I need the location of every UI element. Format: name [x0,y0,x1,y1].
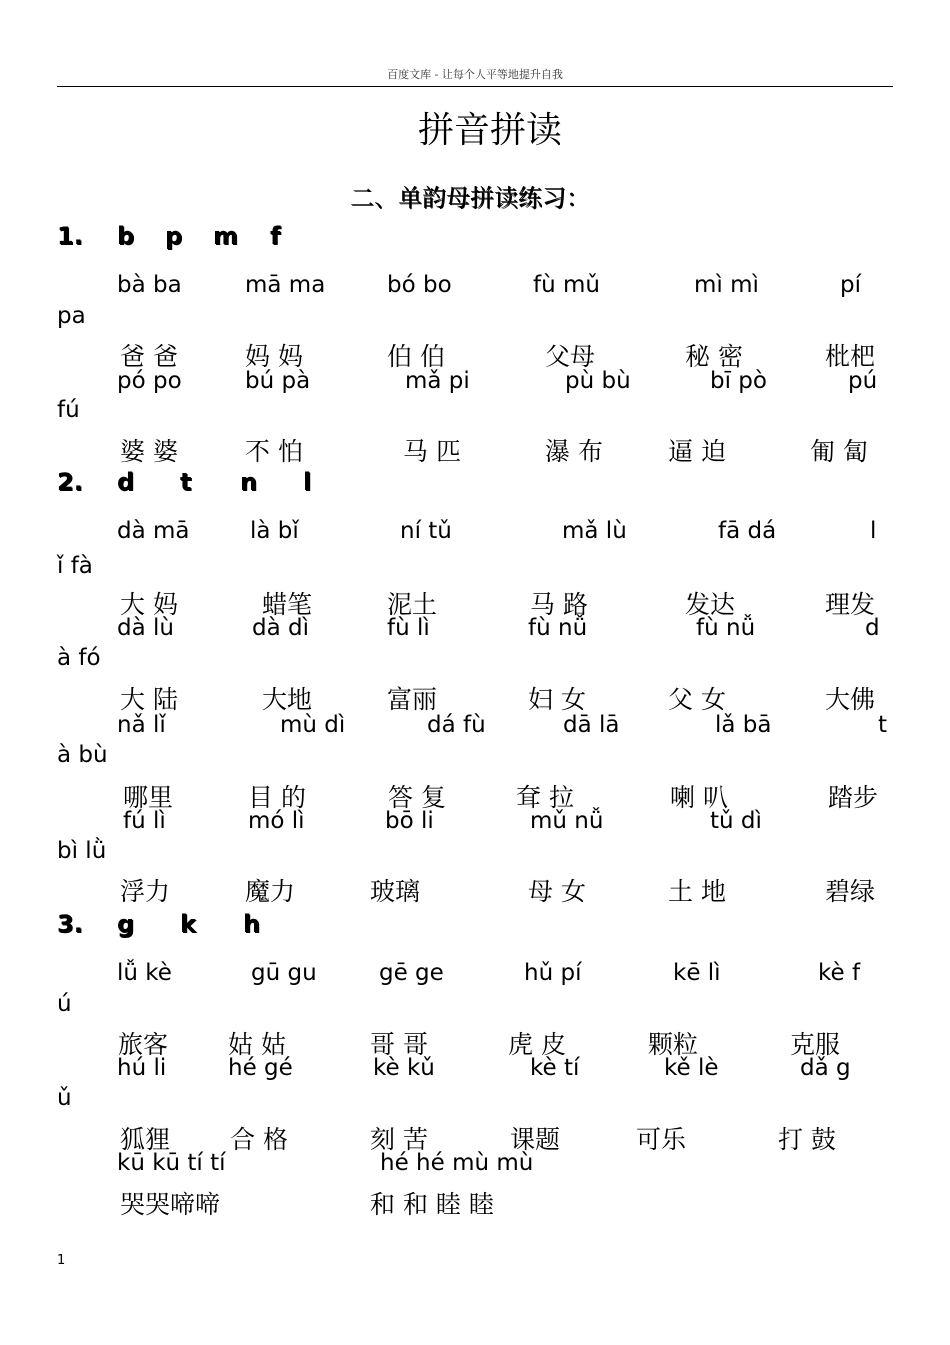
pinyin-word: tǔ dì [710,808,762,834]
hanzi-word: 哭哭啼啼 [120,1190,221,1219]
hanzi-word: 旅客 [118,1030,169,1059]
page-title: 拼音拼读 [417,110,562,151]
hanzi-word: 答 复 [388,783,446,812]
hanzi-word: 虎 皮 [508,1030,566,1059]
pinyin-wrap: ú [57,991,72,1017]
hanzi-word: 颗粒 [648,1030,699,1059]
section-letter: m [213,222,239,250]
hanzi-word: 打 鼓 [778,1125,836,1154]
hanzi-word: 大地 [262,685,313,714]
pinyin-word: pú [848,368,878,394]
page-header-text: 百度文库 - 让每个人平等地提升自我 [387,68,563,81]
section-number: 1. [57,222,83,250]
hanzi-word: 马 路 [530,590,588,619]
hanzi-word: 逼 迫 [668,437,726,466]
pinyin-word: fā dá [718,518,777,544]
hanzi-word: 匍 匐 [810,437,868,466]
pinyin-word: gē ge [379,960,444,986]
header-divider [57,86,893,87]
hanzi-word: 合 格 [230,1125,288,1154]
hanzi-word: 母 女 [528,877,586,906]
pinyin-word: pí [840,272,861,298]
section-letter: l [303,468,312,496]
pinyin-word: fù nǚ [696,615,756,641]
pinyin-word: l [870,518,877,544]
hanzi-word: 玻璃 [370,877,421,906]
hanzi-word: 发达 [685,590,736,619]
pinyin-word: lǚ kè [117,960,172,986]
hanzi-word: 伯 伯 [387,342,445,371]
pinyin-word: nǎ lǐ [117,712,166,738]
pinyin-word: kě lè [664,1055,719,1081]
section-letter: g [117,910,135,938]
pinyin-word: t [878,712,888,738]
pinyin-word: lǎ bā [715,712,772,738]
hanzi-word: 课题 [510,1125,561,1154]
pinyin-word: là bǐ [250,518,299,544]
hanzi-word: 土 地 [668,877,726,906]
pinyin-word: bō li [385,808,434,834]
section-letter: d [117,468,135,496]
section-letter: t [180,468,192,496]
pinyin-wrap: bì lǜ [57,838,107,864]
pinyin-wrap: ǐ fà [57,553,93,579]
section-letter: p [165,222,183,250]
hanzi-word: 魔力 [245,877,296,906]
pinyin-word: mā ma [245,272,326,298]
hanzi-word: 父 女 [668,685,726,714]
section-letter: f [270,222,281,250]
hanzi-word: 和 和 睦 睦 [370,1190,494,1219]
hanzi-word: 踏步 [828,783,879,812]
pinyin-word: hǔ pí [524,960,582,986]
hanzi-word: 姑 姑 [228,1030,286,1059]
pinyin-word: dà lù [117,615,174,641]
hanzi-word: 克服 [790,1030,841,1059]
hanzi-word: 马 匹 [403,437,461,466]
pinyin-word: kū kū tí tí [117,1150,226,1176]
hanzi-word: 婆 婆 [120,437,178,466]
hanzi-word: 刻 苦 [370,1125,428,1154]
pinyin-word: mì mì [694,272,759,298]
section-number: 3. [57,910,83,938]
pinyin-word: pù bù [565,368,631,394]
hanzi-word: 爸 爸 [120,342,178,371]
pinyin-word: fù nǚ [528,615,588,641]
pinyin-word: mǔ nǚ [530,808,604,834]
hanzi-word: 哥 哥 [370,1030,428,1059]
hanzi-word: 父母 [545,342,596,371]
pinyin-word: dá fù [427,712,486,738]
section-number: 2. [57,468,83,496]
page-subtitle: 二、单韵母拼读练习： [350,184,590,212]
hanzi-word: 哪里 [123,783,174,812]
hanzi-word: 秘 密 [685,342,743,371]
pinyin-word: fú lì [123,808,166,834]
section-letter: h [243,910,261,938]
pinyin-word: dā lā [563,712,620,738]
hanzi-word: 浮力 [120,877,171,906]
hanzi-word: 不 怕 [245,437,303,466]
pinyin-word: gū gu [251,960,317,986]
pinyin-word: dà mā [117,518,190,544]
section-letter: n [240,468,258,496]
hanzi-word: 耷 拉 [516,783,574,812]
hanzi-word: 枇杷 [825,342,876,371]
hanzi-word: 蜡笔 [262,590,313,619]
pinyin-word: kē lì [673,960,721,986]
pinyin-wrap: à bù [57,742,108,768]
pinyin-word: mó lì [248,808,305,834]
pinyin-word: ní tǔ [400,518,452,544]
pinyin-word: bó bo [387,272,452,298]
pinyin-wrap: à fó [57,645,101,671]
hanzi-word: 妇 女 [528,685,586,714]
pinyin-word: pó po [117,368,182,394]
hanzi-word: 目 的 [248,783,306,812]
hanzi-word: 大佛 [825,685,876,714]
hanzi-word: 大 妈 [120,590,178,619]
pinyin-word: mǎ pi [405,368,470,394]
pinyin-wrap: fú [57,397,80,423]
hanzi-word: 可乐 [636,1125,687,1154]
section-letter: b [117,222,135,250]
hanzi-word: 妈 妈 [245,342,303,371]
hanzi-word: 富丽 [387,685,438,714]
hanzi-word: 狐狸 [120,1125,171,1154]
pinyin-word: hú li [117,1055,167,1081]
pinyin-word: dǎ g [800,1055,851,1081]
page-number: 1 [57,1253,66,1268]
pinyin-word: kè tí [530,1055,580,1081]
hanzi-word: 瀑 布 [545,437,603,466]
pinyin-word: mǎ lù [562,518,627,544]
pinyin-word: mù dì [280,712,346,738]
pinyin-word: hé gé [228,1055,293,1081]
hanzi-word: 喇 叭 [670,783,728,812]
pinyin-word: bà ba [117,272,182,298]
hanzi-word: 大 陆 [120,685,178,714]
pinyin-word: fù lì [387,615,430,641]
pinyin-word: fù mǔ [533,272,600,298]
hanzi-word: 碧绿 [825,877,876,906]
pinyin-word: bī pò [710,368,767,394]
pinyin-word: hé hé mù mù [380,1150,534,1176]
pinyin-word: kè f [818,960,861,986]
hanzi-word: 理发 [825,590,876,619]
hanzi-word: 泥土 [387,590,438,619]
pinyin-word: d [865,615,880,641]
pinyin-word: bú pà [245,368,311,394]
pinyin-wrap: ǔ [57,1085,72,1111]
pinyin-word: kè kǔ [373,1055,435,1081]
section-letter: k [180,910,196,938]
pinyin-wrap: pa [57,303,86,329]
pinyin-word: dà dì [252,615,309,641]
